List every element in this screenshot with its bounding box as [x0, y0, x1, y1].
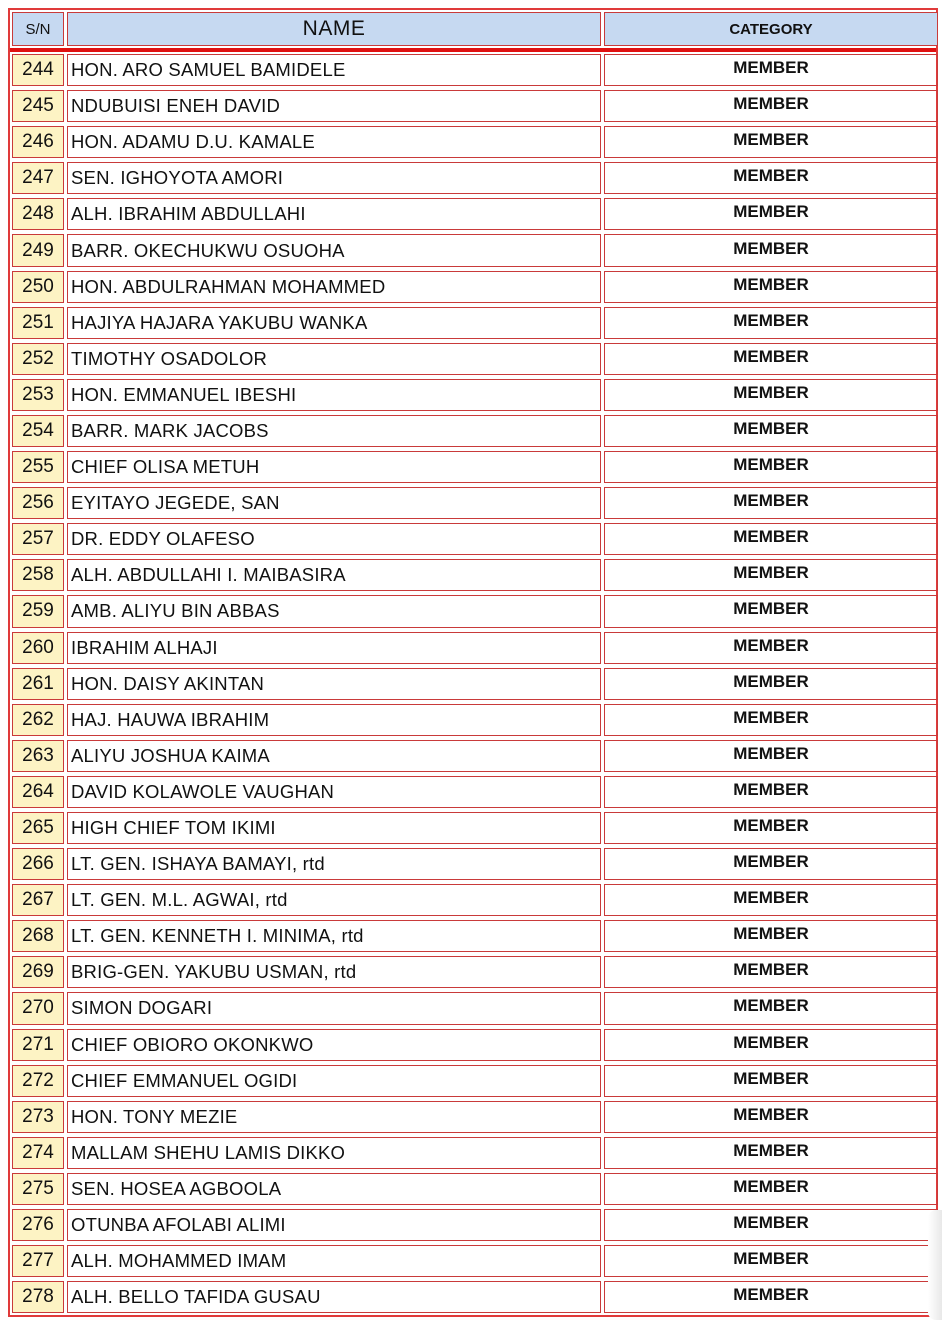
- row-category: MEMBER: [604, 523, 938, 555]
- row-member-name: TIMOTHY OSADOLOR: [67, 343, 601, 375]
- table-row: [10, 124, 936, 160]
- table-row: [10, 160, 936, 196]
- table-row: [10, 521, 936, 557]
- row-serial-number: 246: [12, 126, 64, 158]
- table-row: [10, 702, 936, 738]
- row-category: MEMBER: [604, 1281, 938, 1313]
- table-row: [10, 918, 936, 954]
- row-member-name: LT. GEN. ISHAYA BAMAYI, rtd: [67, 848, 601, 880]
- row-category: MEMBER: [604, 632, 938, 664]
- table-row: [10, 1027, 936, 1063]
- row-member-name: ALH. BELLO TAFIDA GUSAU: [67, 1281, 601, 1313]
- table-row: [10, 232, 936, 268]
- table-row: [10, 305, 936, 341]
- row-member-name: HAJIYA HAJARA YAKUBU WANKA: [67, 307, 601, 339]
- table-row: [10, 413, 936, 449]
- row-category: MEMBER: [604, 307, 938, 339]
- column-header-sn: S/N: [12, 12, 64, 46]
- row-serial-number: 261: [12, 668, 64, 700]
- row-category: MEMBER: [604, 343, 938, 375]
- table-row: [10, 738, 936, 774]
- row-serial-number: 272: [12, 1065, 64, 1097]
- table-row: [10, 990, 936, 1026]
- row-category: MEMBER: [604, 704, 938, 736]
- row-member-name: ALH. MOHAMMED IMAM: [67, 1245, 601, 1277]
- row-serial-number: 260: [12, 632, 64, 664]
- row-category: MEMBER: [604, 162, 938, 194]
- row-member-name: ALH. ABDULLAHI I. MAIBASIRA: [67, 559, 601, 591]
- row-member-name: CHIEF OLISA METUH: [67, 451, 601, 483]
- row-category: MEMBER: [604, 271, 938, 303]
- row-member-name: LT. GEN. M.L. AGWAI, rtd: [67, 884, 601, 916]
- row-category: MEMBER: [604, 1101, 938, 1133]
- table-row: [10, 882, 936, 918]
- row-category: MEMBER: [604, 1137, 938, 1169]
- column-header-name: NAME: [67, 12, 601, 46]
- row-member-name: BARR. OKECHUKWU OSUOHA: [67, 234, 601, 266]
- row-serial-number: 262: [12, 704, 64, 736]
- row-member-name: HON. ABDULRAHMAN MOHAMMED: [67, 271, 601, 303]
- row-serial-number: 244: [12, 54, 64, 86]
- table-row: [10, 377, 936, 413]
- row-member-name: SIMON DOGARI: [67, 992, 601, 1024]
- row-category: MEMBER: [604, 1173, 938, 1205]
- table-row: [10, 1099, 936, 1135]
- table-row: [10, 269, 936, 305]
- row-serial-number: 270: [12, 992, 64, 1024]
- row-serial-number: 267: [12, 884, 64, 916]
- row-member-name: HAJ. HAUWA IBRAHIM: [67, 704, 601, 736]
- row-category: MEMBER: [604, 54, 938, 86]
- row-serial-number: 259: [12, 595, 64, 627]
- table-row: [10, 1279, 936, 1315]
- row-serial-number: 269: [12, 956, 64, 988]
- row-serial-number: 268: [12, 920, 64, 952]
- row-member-name: CHIEF OBIORO OKONKWO: [67, 1029, 601, 1061]
- row-category: MEMBER: [604, 198, 938, 230]
- row-category: MEMBER: [604, 90, 938, 122]
- row-serial-number: 247: [12, 162, 64, 194]
- row-member-name: IBRAHIM ALHAJI: [67, 632, 601, 664]
- table-header-row: [10, 10, 936, 52]
- column-header-category: CATEGORY: [604, 12, 938, 46]
- row-member-name: HON. EMMANUEL IBESHI: [67, 379, 601, 411]
- row-member-name: HON. ARO SAMUEL BAMIDELE: [67, 54, 601, 86]
- row-serial-number: 253: [12, 379, 64, 411]
- row-category: MEMBER: [604, 812, 938, 844]
- table-row: [10, 485, 936, 521]
- row-member-name: HON. TONY MEZIE: [67, 1101, 601, 1133]
- row-serial-number: 250: [12, 271, 64, 303]
- row-serial-number: 275: [12, 1173, 64, 1205]
- row-category: MEMBER: [604, 595, 938, 627]
- row-category: MEMBER: [604, 451, 938, 483]
- row-category: MEMBER: [604, 740, 938, 772]
- page-curl-edge: [928, 1210, 942, 1320]
- table-row: [10, 1207, 936, 1243]
- row-member-name: ALIYU JOSHUA KAIMA: [67, 740, 601, 772]
- table-row: [10, 1243, 936, 1279]
- row-member-name: BARR. MARK JACOBS: [67, 415, 601, 447]
- table-row: [10, 1063, 936, 1099]
- table-row: [10, 666, 936, 702]
- row-serial-number: 249: [12, 234, 64, 266]
- table-row: [10, 1135, 936, 1171]
- row-member-name: BRIG-GEN. YAKUBU USMAN, rtd: [67, 956, 601, 988]
- member-list-table: [8, 8, 938, 1317]
- row-member-name: DAVID KOLAWOLE VAUGHAN: [67, 776, 601, 808]
- row-category: MEMBER: [604, 668, 938, 700]
- row-serial-number: 277: [12, 1245, 64, 1277]
- table-row: [10, 810, 936, 846]
- row-category: MEMBER: [604, 1029, 938, 1061]
- table-row: [10, 557, 936, 593]
- row-serial-number: 276: [12, 1209, 64, 1241]
- row-member-name: SEN. IGHOYOTA AMORI: [67, 162, 601, 194]
- table-row: [10, 341, 936, 377]
- row-category: MEMBER: [604, 776, 938, 808]
- row-member-name: EYITAYO JEGEDE, SAN: [67, 487, 601, 519]
- row-member-name: DR. EDDY OLAFESO: [67, 523, 601, 555]
- row-category: MEMBER: [604, 379, 938, 411]
- row-member-name: CHIEF EMMANUEL OGIDI: [67, 1065, 601, 1097]
- row-serial-number: 263: [12, 740, 64, 772]
- row-member-name: SEN. HOSEA AGBOOLA: [67, 1173, 601, 1205]
- row-category: MEMBER: [604, 234, 938, 266]
- row-category: MEMBER: [604, 1245, 938, 1277]
- row-category: MEMBER: [604, 1209, 938, 1241]
- row-member-name: NDUBUISI ENEH DAVID: [67, 90, 601, 122]
- table-row: [10, 593, 936, 629]
- row-serial-number: 248: [12, 198, 64, 230]
- row-category: MEMBER: [604, 126, 938, 158]
- row-category: MEMBER: [604, 487, 938, 519]
- row-serial-number: 251: [12, 307, 64, 339]
- row-serial-number: 273: [12, 1101, 64, 1133]
- row-member-name: HON. ADAMU D.U. KAMALE: [67, 126, 601, 158]
- row-serial-number: 258: [12, 559, 64, 591]
- table-row: [10, 1171, 936, 1207]
- row-category: MEMBER: [604, 415, 938, 447]
- row-category: MEMBER: [604, 884, 938, 916]
- table-row: [10, 88, 936, 124]
- table-row: [10, 52, 936, 88]
- table-body: [10, 52, 936, 1315]
- table-row: [10, 196, 936, 232]
- row-member-name: ALH. IBRAHIM ABDULLAHI: [67, 198, 601, 230]
- row-serial-number: 245: [12, 90, 64, 122]
- row-category: MEMBER: [604, 1065, 938, 1097]
- row-serial-number: 265: [12, 812, 64, 844]
- row-member-name: HIGH CHIEF TOM IKIMI: [67, 812, 601, 844]
- row-serial-number: 254: [12, 415, 64, 447]
- row-serial-number: 278: [12, 1281, 64, 1313]
- row-category: MEMBER: [604, 992, 938, 1024]
- table-row: [10, 954, 936, 990]
- row-member-name: LT. GEN. KENNETH I. MINIMA, rtd: [67, 920, 601, 952]
- table-row: [10, 630, 936, 666]
- row-member-name: OTUNBA AFOLABI ALIMI: [67, 1209, 601, 1241]
- table-row: [10, 449, 936, 485]
- row-category: MEMBER: [604, 848, 938, 880]
- row-serial-number: 274: [12, 1137, 64, 1169]
- table-row: [10, 846, 936, 882]
- row-category: MEMBER: [604, 920, 938, 952]
- row-serial-number: 255: [12, 451, 64, 483]
- row-serial-number: 266: [12, 848, 64, 880]
- table-row: [10, 774, 936, 810]
- row-category: MEMBER: [604, 559, 938, 591]
- row-member-name: AMB. ALIYU BIN ABBAS: [67, 595, 601, 627]
- row-member-name: HON. DAISY AKINTAN: [67, 668, 601, 700]
- row-serial-number: 264: [12, 776, 64, 808]
- row-serial-number: 271: [12, 1029, 64, 1061]
- row-serial-number: 257: [12, 523, 64, 555]
- row-serial-number: 252: [12, 343, 64, 375]
- row-serial-number: 256: [12, 487, 64, 519]
- row-member-name: MALLAM SHEHU LAMIS DIKKO: [67, 1137, 601, 1169]
- row-category: MEMBER: [604, 956, 938, 988]
